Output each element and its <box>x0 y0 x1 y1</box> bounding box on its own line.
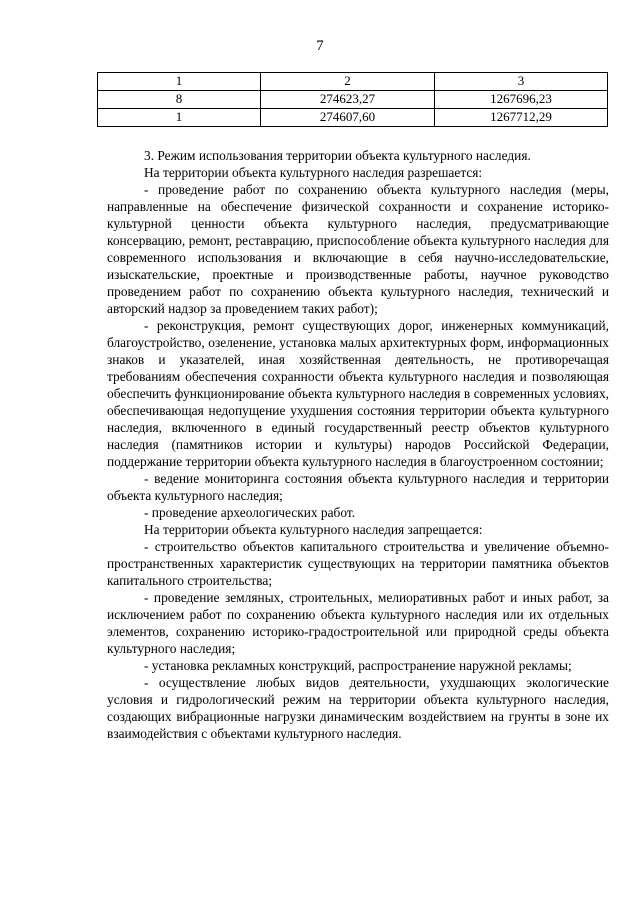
prohibited-item: - установка рекламных конструкций, распространение наружной рекламы; <box>144 658 572 673</box>
table-cell-point: 8 <box>98 91 261 109</box>
table-cell-x: 274607,60 <box>261 109 435 127</box>
prohibited-item: - проведение земляных, строительных, мелиоративных работ и иных работ, за исключением работ по сохранению объекта культурного наследия или их отдельных элементов, сохранению историко-градостроительной или природной среды объекта культурного наследия; <box>107 590 609 656</box>
table-cell-y: 1267696,23 <box>435 91 608 109</box>
prohibited-item: - осуществление любых видов деятельности, ухудшающих экологические условия и гидрологический режим на территории объекта культурного наследия, создающих вибрационные нагрузки динамическим воздействием на грунты в зоне их взаимодействия с объектами культурного наследия. <box>107 675 609 741</box>
document-body <box>107 147 609 742</box>
section-heading: 3. Режим использования территории объекта культурного наследия. <box>144 148 531 163</box>
table-cell-x: 274623,27 <box>261 91 435 109</box>
page-number: 7 <box>316 38 324 54</box>
permitted-intro: На территории объекта культурного наследия разрешается: <box>144 165 483 180</box>
permitted-item: - реконструкция, ремонт существующих дорог, инженерных коммуникаций, благоустройство, озеленение, установка малых архитектурных форм, информационных знаков и указателей, иная хозяйственная деятельность, не противоречащая требованиям обеспечения сохранности объекта культурного наследия и позволяющая обеспечить функционирование объекта культурного наследия в современных условиях, обеспечивающая недопущение ухудшения состояния территории объекта культурного наследия, включенного в единый государственный реестр объектов культурного наследия (памятников истории и культуры) народов Российской Федерации, поддержание территории объекта культурного наследия в благоустроенном состоянии; <box>107 318 609 469</box>
table-cell-y: 1267712,29 <box>435 109 608 127</box>
permitted-item: - ведение мониторинга состояния объекта культурного наследия и территории объекта культурного наследия; <box>107 471 609 503</box>
table-header-cell: 3 <box>435 73 608 91</box>
prohibited-item: - строительство объектов капитального строительства и увеличение объемно-пространственных характеристик существующих на территории памятника объектов капитального строительства; <box>107 539 609 588</box>
prohibited-intro: На территории объекта культурного наследия запрещается: <box>144 522 483 537</box>
permitted-item: - проведение работ по сохранению объекта культурного наследия (меры, направленные на обеспечение физической сохранности и сохранение историко-культурной ценности объекта культурного наследия, предусматривающие консервацию, ремонт, реставрацию, приспособление объекта культурного наследия для современного использования и включающие в себя научно-исследовательские, изыскательские, проектные и производственные работы, научное руководство проведением работ по сохранению объекта культурного наследия, технический и авторский надзор за проведением таких работ); <box>107 182 609 316</box>
table-header-row <box>98 73 608 91</box>
coordinates-table <box>97 72 608 127</box>
table-header-cell: 2 <box>261 73 435 91</box>
table-row <box>98 91 608 109</box>
table-header-cell: 1 <box>98 73 261 91</box>
table-row <box>98 109 608 127</box>
table-cell-point: 1 <box>98 109 261 127</box>
permitted-item: - проведение археологических работ. <box>144 505 356 520</box>
